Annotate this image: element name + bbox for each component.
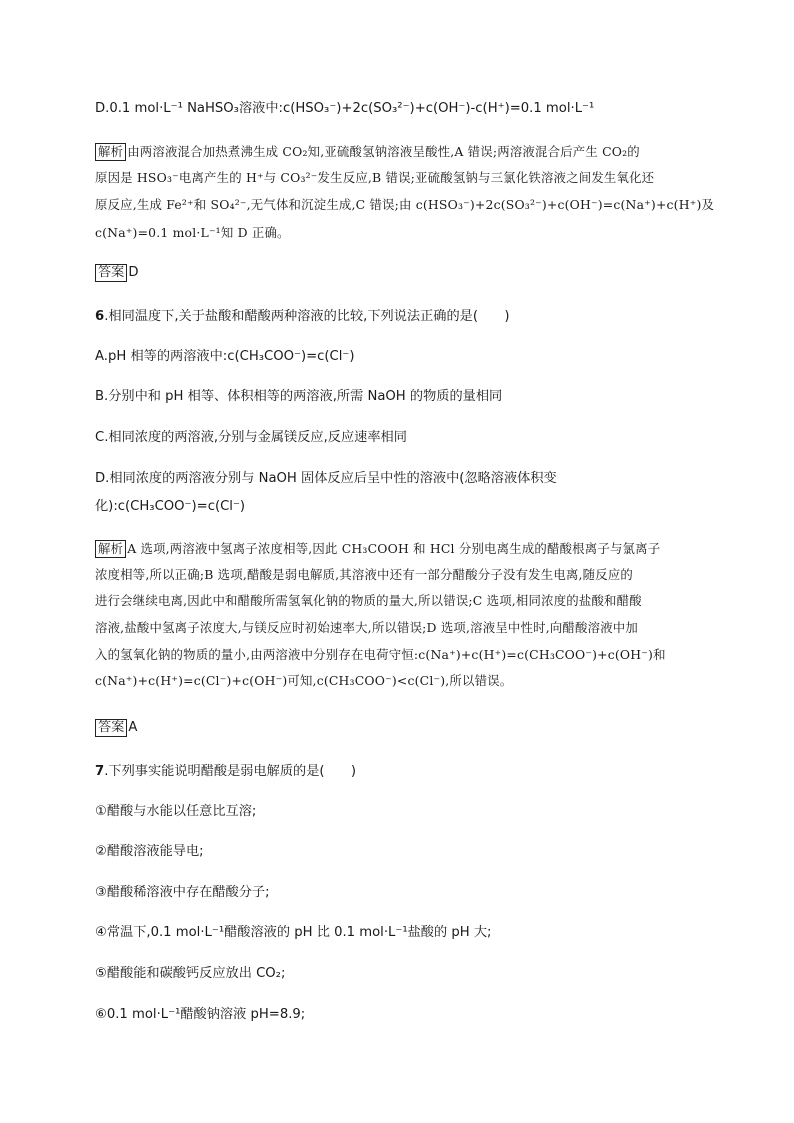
answer-value: D (128, 265, 139, 280)
q7-item-1: ①醋酸与水能以任意比互溶; (95, 804, 257, 819)
q6-stem: 6.相同温度下,关于盐酸和醋酸两种溶液的比较,下列说法正确的是( ) (95, 309, 510, 324)
q7-stem: 7.下列事实能说明醋酸是弱电解质的是( ) (95, 764, 357, 779)
question-number: 6 (95, 309, 105, 324)
q5-explanation-line-1: 解析 由两溶液混合加热煮沸生成 CO₂知,亚硫酸氢钠溶液呈酸性,A 错误;两溶液混合后产生 CO₂的 (95, 143, 640, 161)
q6-answer (95, 719, 137, 737)
q6-option-c: C.相同浓度的两溶液,分别与金属镁反应,反应速率相同 (95, 430, 407, 445)
answer-tag: 答案 (95, 719, 127, 737)
q7-item-3: ③醋酸稀溶液中存在醋酸分子; (95, 885, 270, 900)
q7-item-4: ④常温下,0.1 mol·L⁻¹醋酸溶液的 pH 比 0.1 mol·L⁻¹盐酸的 pH 大; (95, 925, 492, 940)
q6-explanation-line-1: 解析 A 选项,两溶液中氢离子浓度相等,因此 CH₃COOH 和 HCl 分别电离生成的醋酸根离子与氯离子 (95, 540, 660, 558)
q6-option-a: A.pH 相等的两溶液中:c(CH₃COO⁻)=c(Cl⁻) (95, 349, 355, 364)
previous-option-d: D.0.1 mol·L⁻¹ NaHSO₃溶液中:c(HSO₃⁻)+2c(SO₃²⁻)+c(OH⁻)-c(H⁺)=0.1 mol·L⁻¹ (95, 101, 595, 116)
q5-explanation-line-4: c(Na⁺)=0.1 mol·L⁻¹知 D 正确。 (95, 225, 290, 240)
q6-explanation-line-5: 入的氢氧化钠的物质的量小,由两溶液中分别存在电荷守恒:c(Na⁺)+c(H⁺)=c(CH₃COO⁻)+c(OH⁻)和 (95, 647, 666, 662)
q5-explanation-line-3: 原反应,生成 Fe²⁺和 SO₄²⁻,无气体和沉淀生成,C 错误;由 c(HSO₃⁻)+2c(SO₃²⁻)+c(OH⁻)=c(Na⁺)+c(H⁺)及 (95, 197, 715, 212)
q7-item-5: ⑤醋酸能和碳酸钙反应放出 CO₂; (95, 966, 286, 981)
explanation-tag: 解析 (95, 540, 126, 558)
q6-option-d-cont: 化):c(CH₃COO⁻)=c(Cl⁻) (95, 499, 246, 514)
q7-item-2: ②醋酸溶液能导电; (95, 844, 204, 859)
q5-answer (95, 264, 139, 282)
q6-explanation-line-2: 浓度相等,所以正确;B 选项,醋酸是弱电解质,其溶液中还有一部分醋酸分子没有发生电离,随反应的 (95, 567, 633, 582)
answer-tag: 答案 (95, 264, 127, 282)
question-number: 7 (95, 764, 105, 779)
answer-value: A (128, 720, 138, 735)
q6-explanation-line-4: 溶液,盐酸中氢离子浓度大,与镁反应时初始速率大,所以错误;D 选项,溶液呈中性时,向醋酸溶液中加 (95, 620, 638, 635)
explanation-tag: 解析 (95, 143, 126, 161)
q7-item-6: ⑥0.1 mol·L⁻¹醋酸钠溶液 pH=8.9; (95, 1007, 306, 1022)
q6-explanation-line-6: c(Na⁺)+c(H⁺)=c(Cl⁻)+c(OH⁻)可知,c(CH₃COO⁻)<c(Cl⁻),所以错误。 (95, 673, 513, 688)
q6-option-b: B.分别中和 pH 相等、体积相等的两溶液,所需 NaOH 的物质的量相同 (95, 389, 503, 404)
q6-explanation-line-3: 进行会继续电离,因此中和醋酸所需氢氧化钠的物质的量大,所以错误;C 选项,相同浓度的盐酸和醋酸 (95, 593, 642, 608)
q6-option-d: D.相同浓度的两溶液分别与 NaOH 固体反应后呈中性的溶液中(忽略溶液体积变 (95, 471, 557, 486)
q5-explanation-line-2: 原因是 HSO₃⁻电离产生的 H⁺与 CO₃²⁻发生反应,B 错误;亚硫酸氢钠与三氯化铁溶液之间发生氧化还 (95, 170, 655, 185)
